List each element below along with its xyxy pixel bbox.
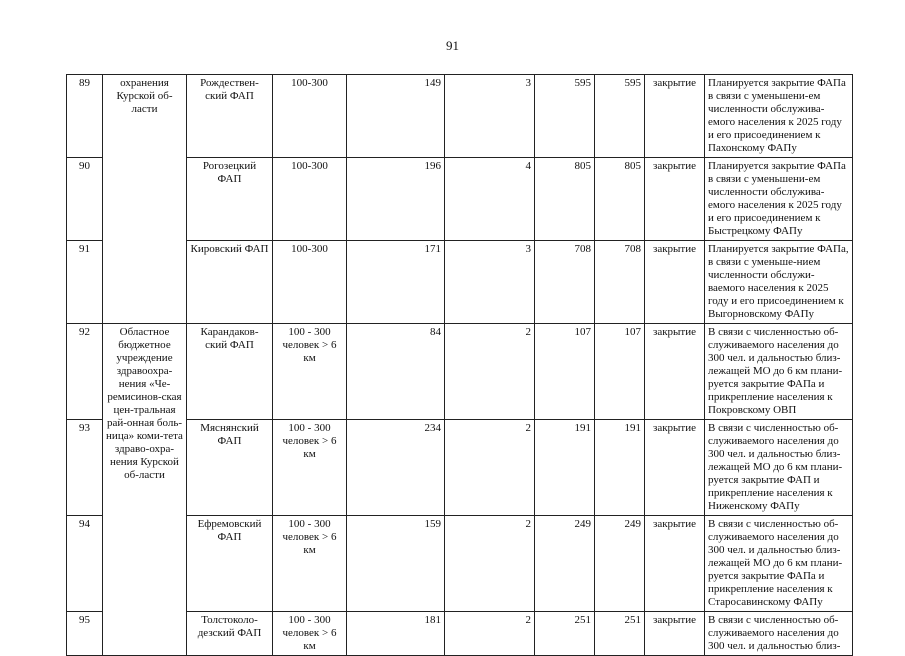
facility-name: Рождествен-ский ФАП (187, 75, 273, 158)
population-count: 149 (347, 75, 445, 158)
action-cell: закрытие (645, 516, 705, 612)
population-range: 100-300 (273, 75, 347, 158)
organization-cell: Областное бюджетное учреждение здравоохра-нения «Че-ремисинов-ская цен-тральная рай-онная боль-ница» коми-тета здраво-охра-нения Курской об-ласти (103, 324, 187, 656)
facility-name: Карандаков-ский ФАП (187, 324, 273, 420)
value-d: 708 (595, 241, 645, 324)
organization-cell: охранения Курской об-ласти (103, 75, 187, 324)
population-count: 196 (347, 158, 445, 241)
distance-value: 2 (445, 612, 535, 656)
value-d: 595 (595, 75, 645, 158)
page-number: 91 (446, 38, 459, 53)
row-number: 95 (67, 612, 103, 656)
action-cell: закрытие (645, 241, 705, 324)
value-d: 249 (595, 516, 645, 612)
population-count: 234 (347, 420, 445, 516)
note-cell: В связи с численностью об-служиваемого населения до 300 чел. и дальностью близ-лежащей МО до 6 км плани-руется закрытие ФАПа и прикрепление населения к Покровскому ОВП (705, 324, 853, 420)
action-cell: закрытие (645, 420, 705, 516)
action-cell: закрытие (645, 324, 705, 420)
value-c: 249 (535, 516, 595, 612)
value-c: 107 (535, 324, 595, 420)
row-number: 90 (67, 158, 103, 241)
facility-name: Мяснянский ФАП (187, 420, 273, 516)
population-count: 84 (347, 324, 445, 420)
note-cell: Планируется закрытие ФАПа в связи с уменьшени-ем численности обслужива-емого населения к 2025 году и его присоединением к Быстрецкому ФАПу (705, 158, 853, 241)
value-c: 708 (535, 241, 595, 324)
facility-name: Кировский ФАП (187, 241, 273, 324)
note-cell: В связи с численностью об-служиваемого населения до 300 чел. и дальностью близ-лежащей МО до 6 км плани-руется закрытие ФАП и прикрепление населения к Ниженскому ФАПу (705, 420, 853, 516)
row-number: 94 (67, 516, 103, 612)
action-cell: закрытие (645, 612, 705, 656)
note-cell: Планируется закрытие ФАПа, в связи с уменьше-нием численности обслужи-ваемого населения к 2025 году и его присоединением к Выгорновскому ФАПу (705, 241, 853, 324)
facility-name: Рогозецкий ФАП (187, 158, 273, 241)
note-cell: В связи с численностью об-служиваемого населения до 300 чел. и дальностью близ- (705, 612, 853, 656)
value-d: 805 (595, 158, 645, 241)
row-number: 89 (67, 75, 103, 158)
table-row (67, 324, 853, 420)
value-d: 191 (595, 420, 645, 516)
table-row (67, 75, 853, 158)
value-c: 805 (535, 158, 595, 241)
population-count: 181 (347, 612, 445, 656)
action-cell: закрытие (645, 75, 705, 158)
distance-value: 2 (445, 516, 535, 612)
population-count: 171 (347, 241, 445, 324)
distance-value: 2 (445, 420, 535, 516)
row-number: 92 (67, 324, 103, 420)
distance-value: 3 (445, 75, 535, 158)
population-range: 100 - 300 человек > 6 км (273, 516, 347, 612)
population-range: 100 - 300 человек > 6 км (273, 612, 347, 656)
distance-value: 2 (445, 324, 535, 420)
population-range: 100-300 (273, 158, 347, 241)
value-d: 107 (595, 324, 645, 420)
value-d: 251 (595, 612, 645, 656)
row-number: 93 (67, 420, 103, 516)
value-c: 595 (535, 75, 595, 158)
facilities-table (66, 74, 853, 656)
note-cell: В связи с численностью об-служиваемого населения до 300 чел. и дальностью близ-лежащей МО до 6 км плани-руется закрытие ФАПа и прикрепление населения к Старосавинскому ФАПу (705, 516, 853, 612)
distance-value: 3 (445, 241, 535, 324)
population-range: 100-300 (273, 241, 347, 324)
action-cell: закрытие (645, 158, 705, 241)
value-c: 191 (535, 420, 595, 516)
value-c: 251 (535, 612, 595, 656)
facility-name: Ефремовский ФАП (187, 516, 273, 612)
distance-value: 4 (445, 158, 535, 241)
row-number: 91 (67, 241, 103, 324)
population-range: 100 - 300 человек > 6 км (273, 324, 347, 420)
population-range: 100 - 300 человек > 6 км (273, 420, 347, 516)
population-count: 159 (347, 516, 445, 612)
facility-name: Толстоколо-дезский ФАП (187, 612, 273, 656)
note-cell: Планируется закрытие ФАПа в связи с уменьшени-ем численности обслужива-емого населения к 2025 году и его присоединением к Пахонскому ФАПу (705, 75, 853, 158)
